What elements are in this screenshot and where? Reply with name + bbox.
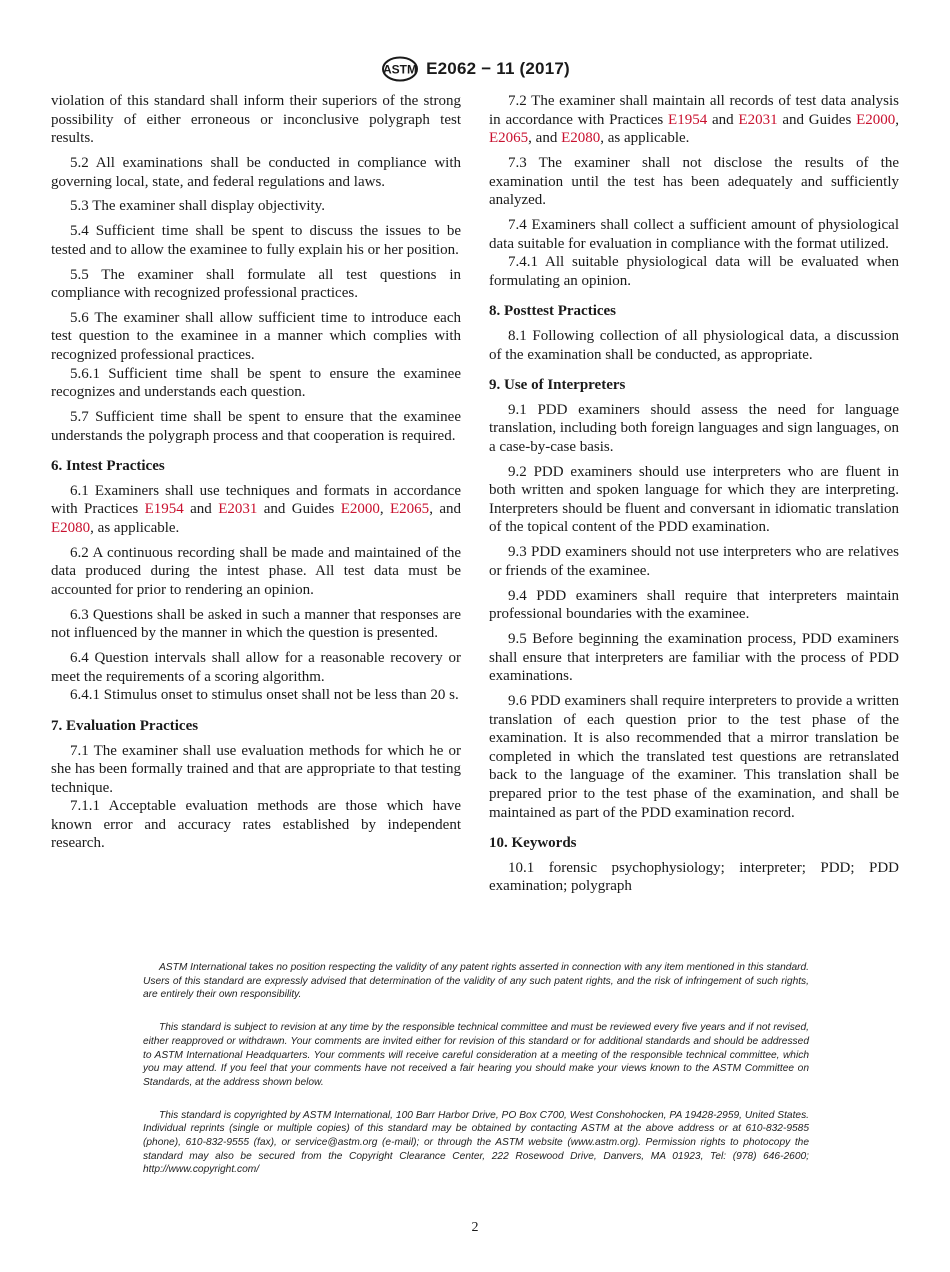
- paragraph-9-3: 9.3 PDD examiners should not use interpreters who are relatives or friends of the examinee.: [489, 544, 899, 579]
- paragraph-5-6-1: 5.6.1 Sufficient time shall be spent to ensure the examinee recognizes and understands each question.: [51, 365, 461, 401]
- paragraph-6-1: 6.1 Examiners shall use techniques and formats in accordance with Practices E1954 and E2031 and Guides E2000, E2065, and E2080, as applicable.: [51, 482, 461, 536]
- document-id: E2062 − 11 (2017): [426, 59, 570, 78]
- page-header: [0, 56, 950, 82]
- link-e2031[interactable]: E2031: [738, 111, 778, 128]
- copyright-notice: This standard is copyrighted by ASTM International, 100 Barr Harbor Drive, PO Box C700, West Conshohocken, PA 19428-2959, United States. Individual reprints (single or multiple copies) of this standard may be obtained by contacting ASTM at the above address or at 610-832-9585 (phone), 610-832-9555 (fax), or service@astm.org (e-mail); or through the ASTM website (www.astm.org). Permission rights to photocopy the standard may also be secured from the Copyright Clearance Center, 222 Rosewood Drive, Danvers, MA 01923, Tel: (978) 646-2600; http://www.copyright.com/: [143, 1109, 809, 1176]
- paragraph-7-4: 7.4 Examiners shall collect a sufficient amount of physiological data suitable for evaluation in compliance with the format utilized.: [489, 216, 899, 252]
- paragraph-9-1: 9.1 PDD examiners should assess the need for language translation, including both foreign languages and sign languages, on a case-by-case basis.: [489, 401, 899, 455]
- page-number: 2: [471, 1220, 479, 1235]
- revision-notice: This standard is subject to revision at any time by the responsible technical committee and must be reviewed every five years and if not revised, either reapproved or withdrawn. Your comments are invited either for revision of this standard or for additional standards and should be addressed to ASTM International Headquarters. Your comments will receive careful consideration at a meeting of the responsible technical committee, which you may attend. If you feel that your comments have not received a fair hearing you should make your views known to the ASTM Committee on Standards, at the address shown below.: [143, 1022, 809, 1088]
- link-e2000[interactable]: E2000: [856, 111, 896, 128]
- paragraph-9-5: 9.5 Before beginning the examination process, PDD examiners shall ensure that interpreters are familiar with the process of PDD examinations.: [489, 630, 899, 685]
- section-heading-8: 8. Posttest Practices: [489, 303, 617, 320]
- paragraph-5-2: 5.2 All examinations shall be conducted in compliance with governing local, state, and federal regulations and laws.: [51, 154, 461, 190]
- legal-notes: [143, 961, 809, 1196]
- link-e1954[interactable]: E1954: [668, 111, 708, 128]
- paragraph-7-3: 7.3 The examiner shall not disclose the results of the examination until the test has been adequately and sufficiently analyzed.: [489, 154, 899, 209]
- paragraph-9-4: 9.4 PDD examiners shall require that interpreters maintain professional boundaries with the examinee.: [489, 587, 899, 623]
- paragraph-5-3: 5.3 The examiner shall display objectivity.: [70, 198, 325, 215]
- paragraph-5-4: 5.4 Sufficient time shall be spent to discuss the issues to be tested and to allow the examinee to fully explain his or her position.: [51, 223, 461, 258]
- astm-logo-icon: [380, 56, 420, 82]
- link-e2080[interactable]: E2080: [51, 520, 91, 536]
- link-e2031[interactable]: E2031: [218, 501, 258, 518]
- section-heading-9: 9. Use of Interpreters: [489, 377, 626, 394]
- paragraph-6-3: 6.3 Questions shall be asked in such a manner that responses are not influenced by the manner in which the question is presented.: [51, 606, 461, 642]
- svg-text:ASTM: ASTM: [383, 62, 418, 77]
- paragraph-7-1: 7.1 The examiner shall use evaluation methods for which he or she has been formally trained and that are appropriate to that testing technique.: [51, 742, 461, 796]
- link-e2080[interactable]: E2080: [561, 130, 601, 147]
- link-e2065[interactable]: E2065: [489, 130, 529, 147]
- paragraph-9-2: 9.2 PDD examiners should use interpreters who are fluent in both written and spoken language for which they are interpreting. Interpreters should be fluent and conversant in idiomatic translation of the topical content of the PDD examination.: [489, 463, 899, 536]
- paragraph-5-7: 5.7 Sufficient time shall be spent to ensure that the examinee understands the polygraph process and that cooperation is required.: [51, 409, 461, 444]
- link-e2000[interactable]: E2000: [340, 501, 380, 518]
- paragraph-7-2: 7.2 The examiner shall maintain all records of test data analysis in accordance with Practices E1954 and E2031 and Guides E2000, E2065, and E2080, as applicable.: [489, 93, 899, 147]
- section-heading-7: 7. Evaluation Practices: [51, 717, 199, 734]
- patent-notice: ASTM International takes no position respecting the validity of any patent rights asserted in connection with any item mentioned in this standard. Users of this standard are expressly advised that determination of the validity of any such patent rights, and the risk of infringement of such rights, are entirely their own responsibility.: [143, 962, 809, 1001]
- paragraph-9-6: 9.6 PDD examiners shall require interpreters to provide a written translation of each question prior to the test phase of the examination. It is also recommended that a mirror translation be completed in which the translated test questions are retranslated back to the language of the examiner. This translation shall be prepared prior to the test phase of the examination, and shall be maintained as part of the PDD examination record.: [489, 692, 899, 821]
- link-e1954[interactable]: E1954: [144, 501, 184, 518]
- paragraph-8-1: 8.1 Following collection of all physiological data, a discussion of the examination shall be conducted, as appropriate.: [489, 327, 899, 363]
- paragraph-5-6: 5.6 The examiner shall allow sufficient time to introduce each test question to the examinee in a manner which complies with recognized professional practices.: [51, 309, 461, 364]
- left-column: [51, 92, 461, 859]
- right-column: [489, 92, 899, 902]
- paragraph-6-2: 6.2 A continuous recording shall be made and maintained of the data produced during the intest phase. All test data must be accounted for prior to rendering an opinion.: [51, 544, 461, 598]
- section-heading-6: 6. Intest Practices: [51, 458, 165, 475]
- paragraph-7-1-1: 7.1.1 Acceptable evaluation methods are those which have known error and accuracy rates established by independent research.: [51, 798, 461, 852]
- paragraph-5-1-continued: violation of this standard shall inform their superiors of the strong possibility of either erroneous or inconclusive polygraph test results.: [51, 93, 461, 147]
- paragraph-5-5: 5.5 The examiner shall formulate all test questions in compliance with recognized professional practices.: [51, 266, 461, 302]
- link-e2065[interactable]: E2065: [390, 501, 430, 518]
- section-heading-10: 10. Keywords: [489, 835, 577, 852]
- paragraph-7-4-1: 7.4.1 All suitable physiological data will be evaluated when formulating an opinion.: [489, 254, 899, 289]
- paragraph-6-4: 6.4 Question intervals shall allow for a reasonable recovery or meet the requirements of a scoring algorithm.: [51, 650, 461, 685]
- paragraph-10-1: 10.1 forensic psychophysiology; interpreter; PDD; PDD examination; polygraph: [489, 859, 899, 895]
- paragraph-6-4-1: 6.4.1 Stimulus onset to stimulus onset shall not be less than 20 s.: [70, 687, 459, 704]
